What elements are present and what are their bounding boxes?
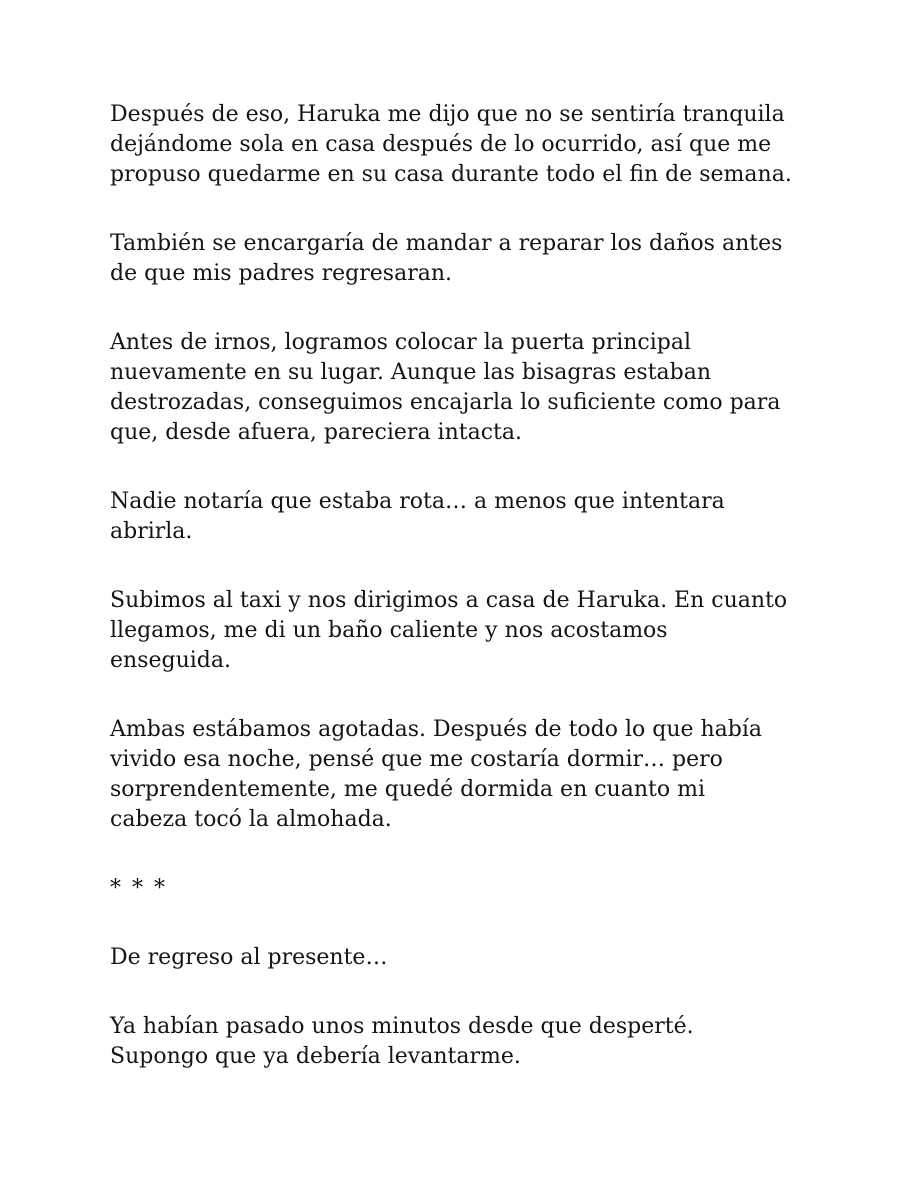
- text-line: destrozadas, conseguimos encajarla lo suficiente como para: [110, 390, 781, 415]
- text-line: dejándome sola en casa después de lo ocurrido, así que me: [110, 132, 772, 157]
- text-line: de que mis padres regresaran.: [110, 261, 452, 286]
- document-page: [110, 100, 810, 1111]
- text-line: Ya habían pasado unos minutos desde que desperté.: [110, 1014, 694, 1039]
- text-line: * * *: [110, 876, 167, 901]
- text-line: Supongo que ya debería levantarme.: [110, 1044, 521, 1069]
- paragraph-2: [110, 229, 810, 289]
- text-line: También se encargaría de mandar a reparar los daños antes: [110, 231, 783, 256]
- text-line: abrirla.: [110, 519, 193, 544]
- paragraph-5: [110, 586, 810, 676]
- text-line: Antes de irnos, logramos colocar la puerta principal: [110, 330, 692, 355]
- text-line: que, desde afuera, pareciera intacta.: [110, 420, 522, 445]
- text-line: Después de eso, Haruka me dijo que no se sentiría tranquila: [110, 102, 785, 127]
- text-line: sorprendentemente, me quedé dormida en cuanto mi: [110, 777, 705, 802]
- paragraph-1: [110, 100, 810, 190]
- paragraph-7: [110, 943, 810, 973]
- text-line: cabeza tocó la almohada.: [110, 807, 392, 832]
- text-line: Nadie notaría que estaba rota… a menos que intentara: [110, 489, 725, 514]
- text-line: nuevamente en su lugar. Aunque las bisagras estaban: [110, 360, 712, 385]
- text-line: enseguida.: [110, 648, 231, 673]
- text-line: propuso quedarme en su casa durante todo el fin de semana.: [110, 162, 792, 187]
- text-line: llegamos, me di un baño caliente y nos acostamos: [110, 618, 668, 643]
- paragraph-6: [110, 715, 810, 835]
- text-line: De regreso al presente…: [110, 945, 388, 970]
- paragraph-3: [110, 328, 810, 448]
- paragraph-8: [110, 1012, 810, 1072]
- paragraph-4: [110, 487, 810, 547]
- scene-break-separator: [110, 874, 810, 904]
- text-line: Ambas estábamos agotadas. Después de todo lo que había: [110, 717, 763, 742]
- text-line: Subimos al taxi y nos dirigimos a casa de Haruka. En cuanto: [110, 588, 788, 613]
- text-line: vivido esa noche, pensé que me costaría dormir… pero: [110, 747, 723, 772]
